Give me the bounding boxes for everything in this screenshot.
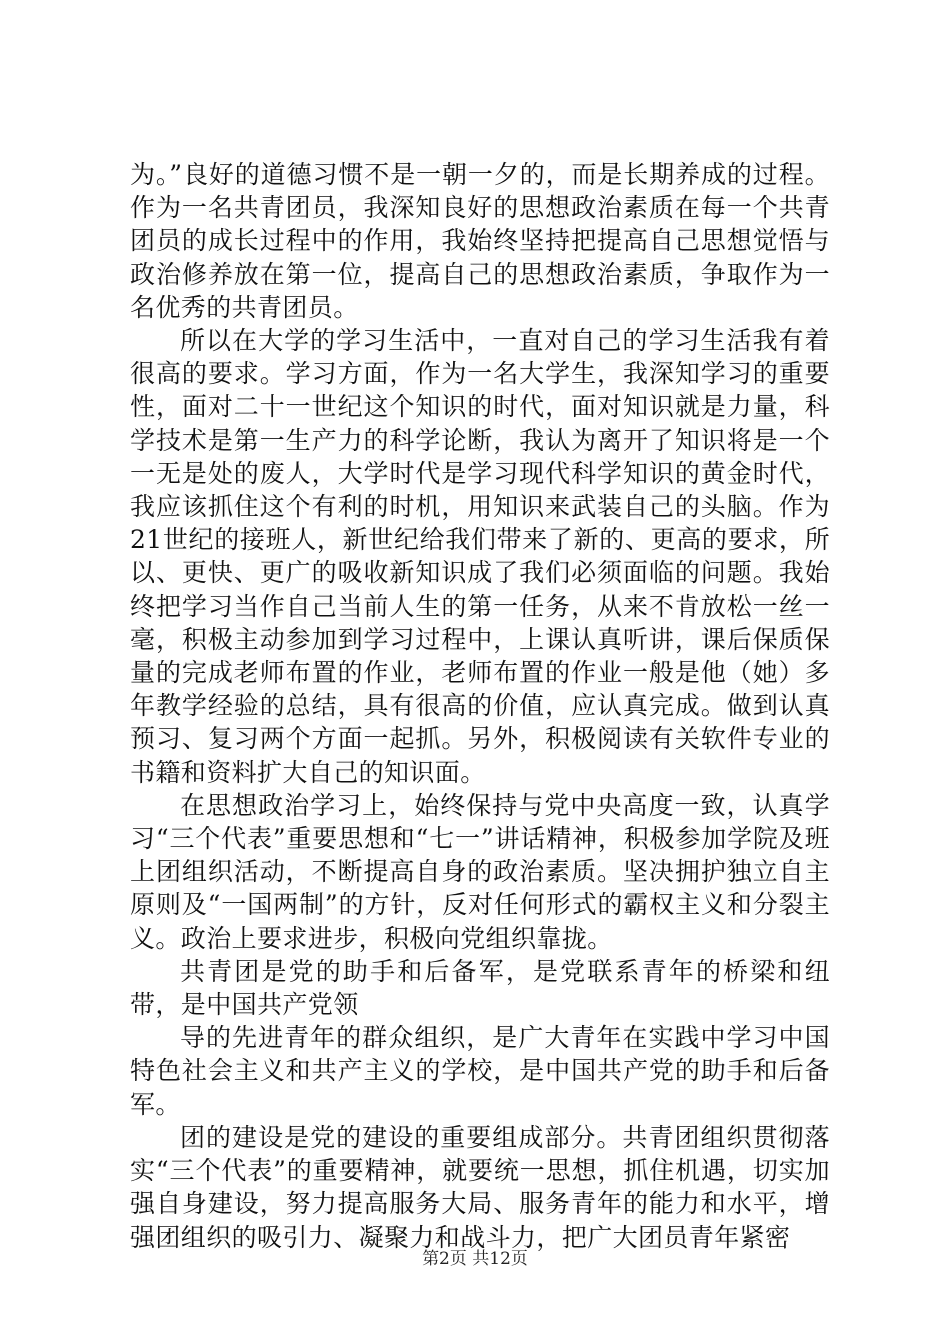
page-footer: 第2页 共12页 [422, 1249, 528, 1269]
paragraph-6: 团的建设是党的建设的重要组成部分。共青团组织贯彻落实“三个代表”的重要精神，就要统一思想，抓住机遇，切实加强自身建设，努力提高服务大局、服务青年的能力和水平，增强团组织的吸引力、凝聚力和战斗力，把广大团员青年紧密 [130, 1122, 830, 1252]
body-text [130, 158, 830, 1254]
paragraph-5: 导的先进青年的群众组织，是广大青年在实践中学习中国特色社会主义和共产主义的学校，是中国共产党的助手和后备军。 [130, 1023, 830, 1119]
paragraph-2: 所以在大学的学习生活中，一直对自己的学习生活我有着很高的要求。学习方面，作为一名大学生，我深知学习的重要性，面对二十一世纪这个知识的时代，面对知识就是力量，科学技术是第一生产力的科学论断，我认为离开了知识将是一个一无是处的废人，大学时代是学习现代科学知识的黄金时代，我应该抓住这个有利的时机，用知识来武装自己的头脑。作为21世纪的接班人，新世纪给我们带来了新的、更高的要求，所以、更快、更广的吸收新知识成了我们必须面临的问题。我始终把学习当作自己当前人生的第一任务，从来不肯放松一丝一毫，积极主动参加到学习过程中，上课认真听讲，课后保质保量的完成老师布置的作业，老师布置的作业一般是他（她）多年教学经验的总结，具有很高的价值，应认真完成。做到认真预习、复习两个方面一起抓。另外，积极阅读有关软件专业的书籍和资料扩大自己的知识面。 [130, 326, 830, 787]
paragraph-1: 为。”良好的道德习惯不是一朝一夕的，而是长期养成的过程。作为一名共青团员，我深知良好的思想政治素质在每一个共青团员的成长过程中的作用，我始终坚持把提高自己思想觉悟与政治修养放在第一位，提高自己的思想政治素质，争取作为一名优秀的共青团员。 [130, 160, 830, 322]
paragraph-4: 共青团是党的助手和后备军，是党联系青年的桥梁和纽带，是中国共产党领 [130, 956, 830, 1020]
paragraph-3: 在思想政治学习上，始终保持与党中央高度一致，认真学习“三个代表”重要思想和“七一”讲话精神，积极参加学院及班上团组织活动，不断提高自身的政治素质。坚决拥护独立自主原则及“一国两制”的方针，反对任何形式的霸权主义和分裂主义。政治上要求进步，积极向党组织靠拢。 [130, 790, 830, 953]
